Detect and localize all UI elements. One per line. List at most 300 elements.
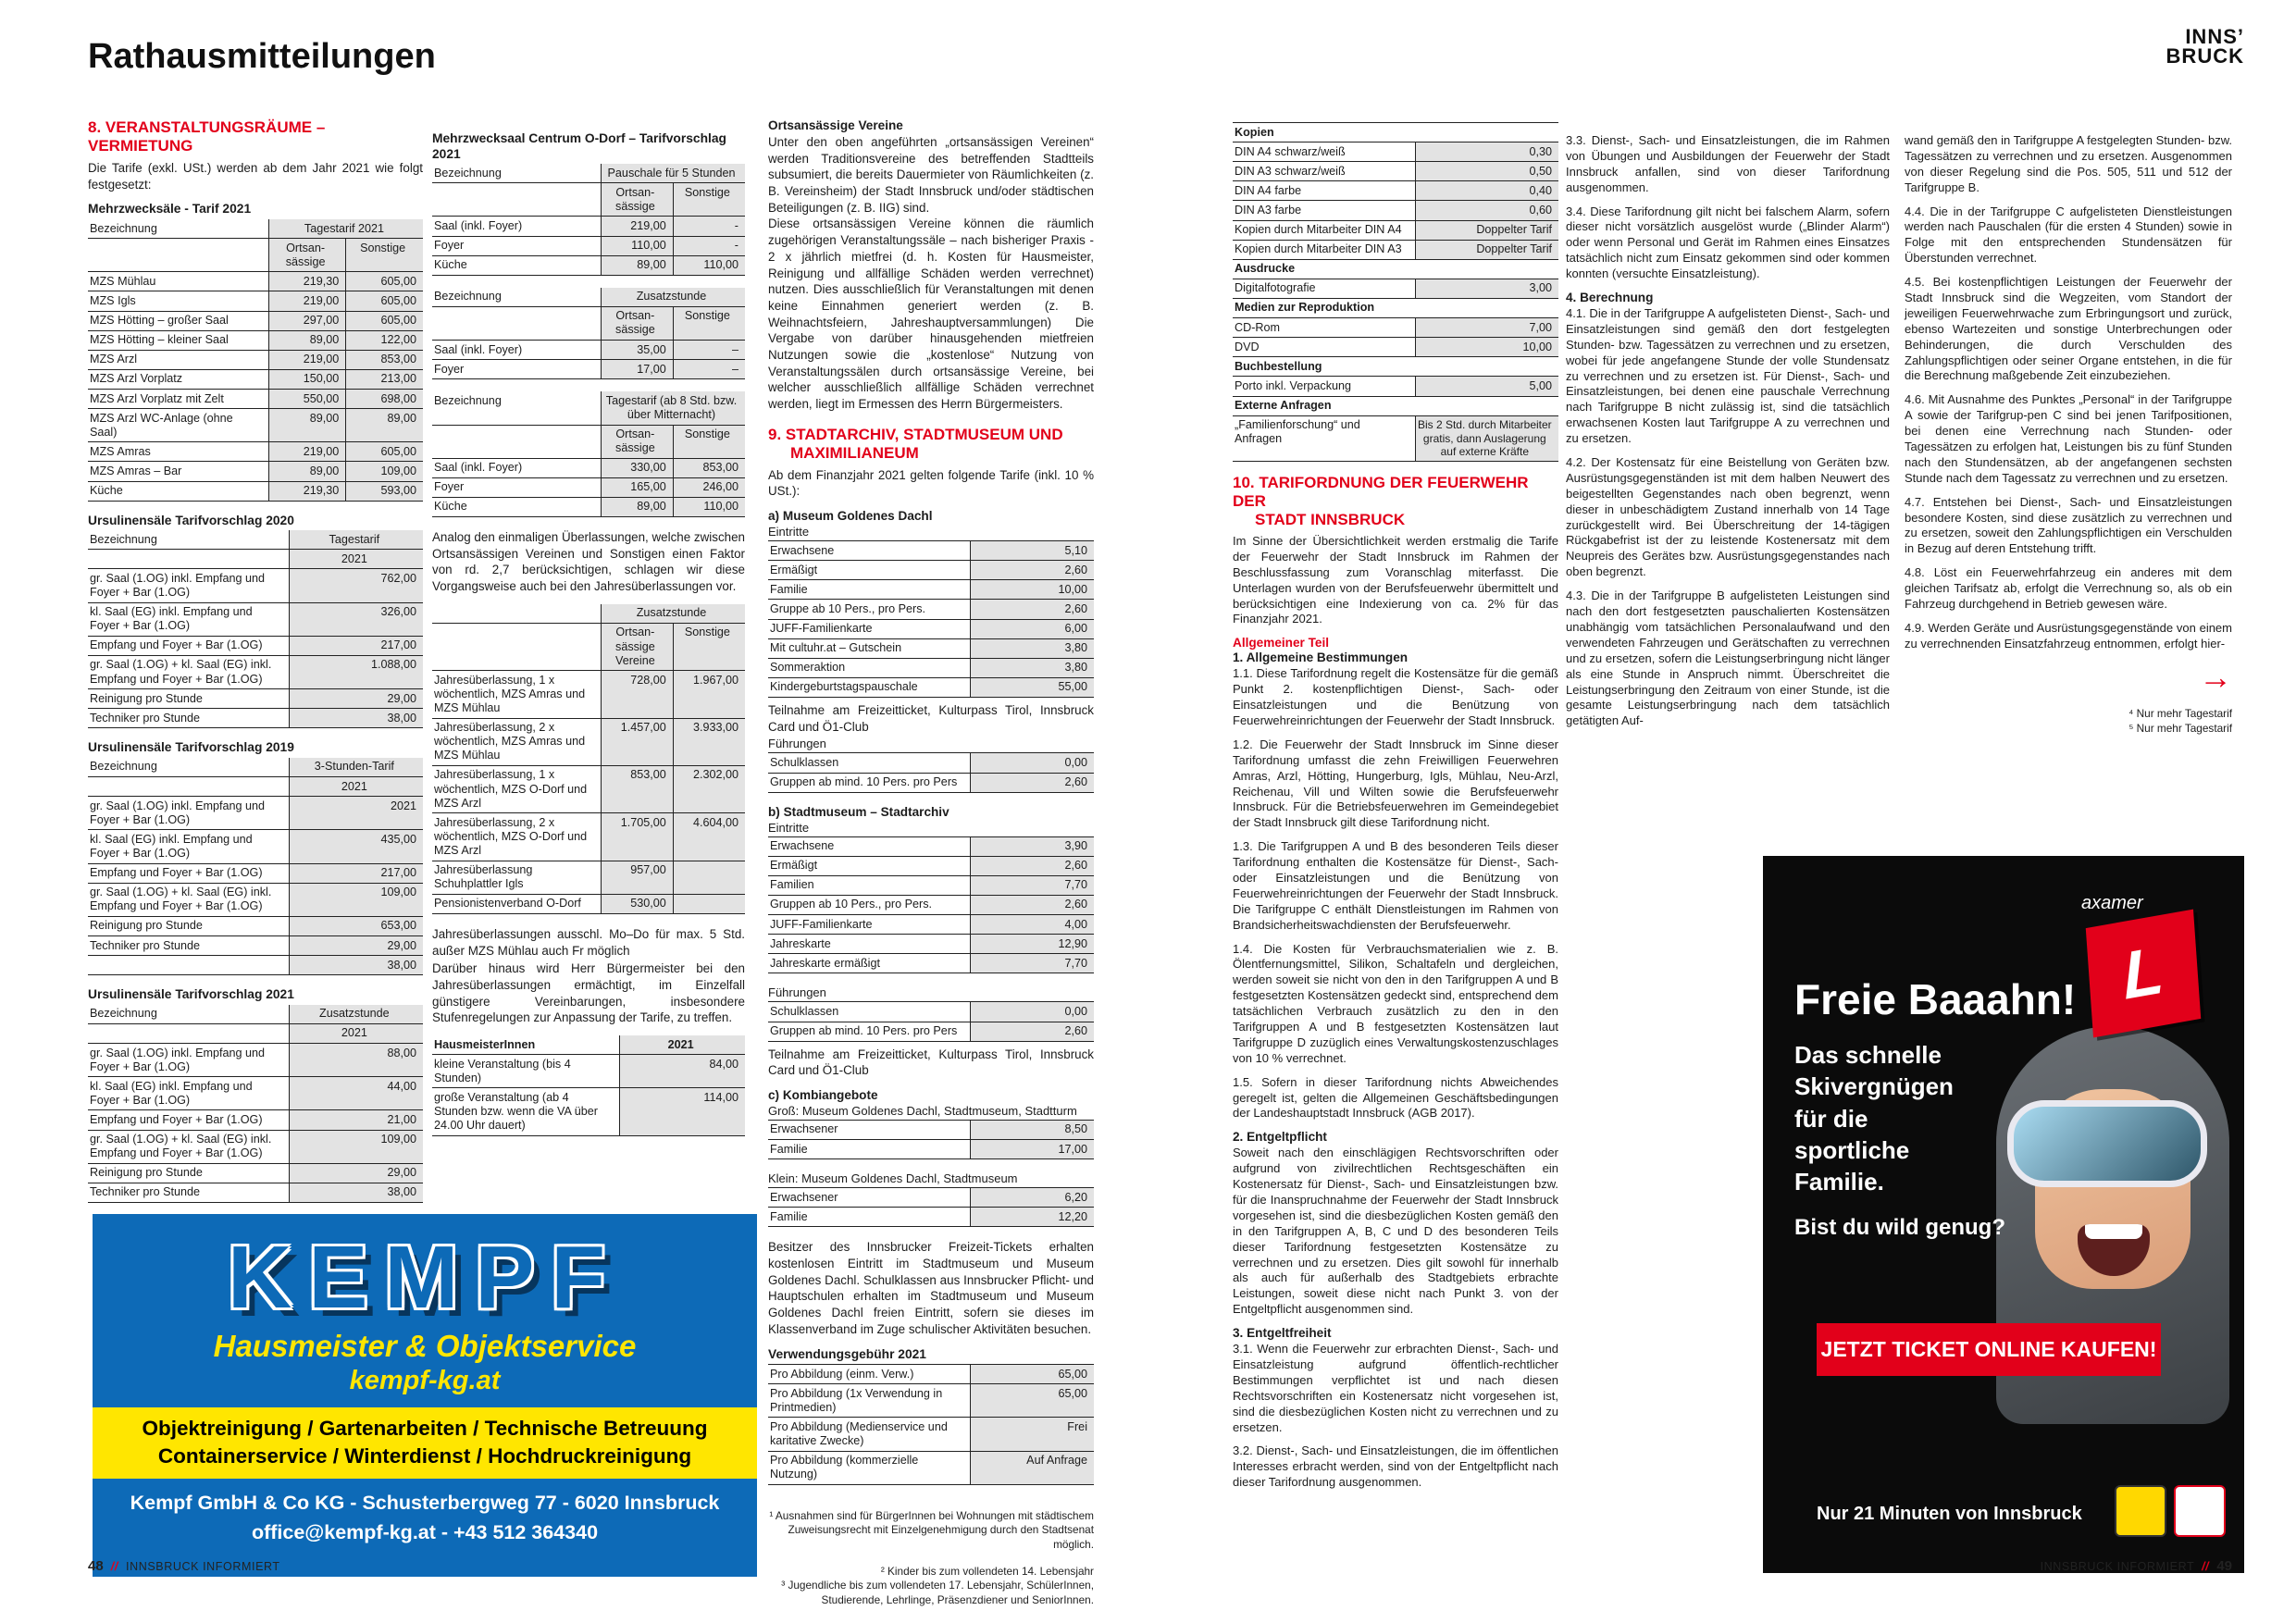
innsbruck-logo: [2166, 25, 2244, 68]
table-label-cell: Jahresüberlassung, 1 x wöchentlich, MZS O-Dorf und MZS Arzl: [432, 765, 602, 812]
table-row: [768, 600, 1094, 619]
table-label-cell: Reinigung pro Stunde: [88, 689, 289, 709]
kopien-table: [1233, 122, 1558, 462]
museum-b-fuehrungen-table: [768, 1001, 1094, 1041]
table-value-cell: 0,00: [970, 753, 1094, 773]
jahresueberlassung-table: [432, 604, 745, 914]
footnotes-4-5: [1905, 707, 2232, 737]
table-value-cell: 217,00: [289, 863, 423, 883]
table-label-cell: Techniker pro Stunde: [88, 1183, 289, 1202]
s10-h1: 1. Allgemeine Bestimmungen: [1233, 650, 1409, 665]
table-row: [432, 217, 745, 236]
s10-h4: 4. Berechnung: [1566, 291, 1654, 305]
table-row: [768, 1418, 1094, 1451]
table-value-cell: 297,00: [268, 311, 345, 330]
table-label-cell: DIN A4 farbe: [1233, 181, 1415, 201]
verwendung-table: [768, 1364, 1094, 1485]
s10-p32: 3.2. Dienst-, Sach- und Einsatzleistungen, die im öffentlichen Interesses erbracht werden, sind von der Entgeltpflicht nach dieser Tarifordnung ausgenommen.: [1233, 1443, 1558, 1490]
table-row: [88, 409, 423, 442]
table-row: [88, 689, 423, 709]
footer-right: [2041, 1558, 2232, 1574]
table-label-cell: Schulklassen: [768, 753, 970, 773]
table-value-cell: 0,40: [1415, 181, 1558, 201]
kempf-url: kempf-kg.at: [349, 1366, 501, 1395]
kempf-services: [93, 1407, 757, 1479]
odorf-title: Mehrzwecksaal Centrum O-Dorf – Tarifvorschlag 2021: [432, 131, 726, 161]
jahres-note-1: Jahresüberlassungen ausschl. Mo–Do für max. 5 Std. außer MZS Mühlau auch Fr möglich: [432, 926, 745, 958]
ski-question: Bist du wild genug?: [1794, 1215, 2005, 1240]
museum-b-title: b) Stadtmuseum – Stadtarchiv: [768, 804, 949, 819]
table-label-cell: Erwachsener: [768, 1188, 970, 1208]
table-value-cell: 3,90: [970, 836, 1094, 856]
table-value-cell: Doppelter Tarif: [1415, 240, 1558, 259]
s10-p15: 1.5. Sofern in dieser Tarifordnung nichts Abweichendes geregelt ist, gelten die Allgemeinen Geschäftsbedingungen der Landeshauptstadt Innsbruck (AGB 2017).: [1233, 1074, 1558, 1121]
table-value-cell: 1.967,00: [673, 671, 745, 718]
column-5: [1566, 133, 1890, 737]
table-row: [88, 1110, 423, 1130]
table-value-cell: 65,00: [970, 1384, 1094, 1418]
table-label-cell: große Veranstaltung (ab 4 Stunden bzw. wenn die VA über 24.00 Uhr dauert): [432, 1088, 620, 1135]
s10-p41: 4.1. Die in der Tarifgruppe A aufgelisteten Dienst-, Sach- und Einsatzleistungen sind gemäß den dort festgelegten Stunden- bzw. Tagessätzen zu verrechnen und zu ersetzen, wobei für jede angefangene Stunde der volle Stundensatz zu verrechnen und zu ersetzen ist. Für Dienst-, Sach- und Einsatzleistungen, bei denen eine pauschale Verrechnung nach Tarifgruppe B nicht zulässig ist, sind die tatsächlich erwachsenen Kosten laut Tarifgruppe A zu verrechnen und zu ersetzen.: [1566, 306, 1890, 446]
table-row: [88, 883, 423, 916]
urs2019-table: [88, 758, 423, 975]
table-row: [768, 580, 1094, 600]
table-value-cell: 89,00: [268, 409, 345, 442]
col-header: [432, 306, 602, 340]
col-header: Zusatzstunde: [289, 1005, 423, 1024]
table-value-cell: 109,00: [346, 462, 423, 481]
table-row: [88, 462, 423, 481]
table-value-cell: 728,00: [602, 671, 674, 718]
jahres-note-2: Darüber hinaus wird Herr Bürgermeister bei den Jahresüberlassungen ermächtigt, im Einzelfall günstigere Vereinbarungen, insbesondere Stufenregelungen zur Anpassung der Tarife, zu treffen.: [432, 961, 745, 1025]
table-value-cell: 110,00: [673, 497, 745, 516]
col-header: [88, 777, 289, 797]
table-row: [432, 813, 745, 861]
kempf-address: Kempf GmbH & Co KG - Schusterbergweg 77 - 6020 Innsbruck: [130, 1491, 720, 1514]
kempf-subtitle: Hausmeister & Objektservice: [213, 1329, 637, 1363]
section-9-title: 9. STADTARCHIV, STADTMUSEUM UND MAXIMILIANEUM: [768, 425, 1063, 462]
table-row: [88, 291, 423, 311]
table-label-cell: gr. Saal (1.OG) inkl. Empfang und Foyer + Bar (1.OG): [88, 797, 289, 830]
col-header: HausmeisterInnen: [434, 1037, 536, 1051]
s10-p34: 3.4. Diese Tarifordnung gilt nicht bei falschem Alarm, sofern dieser nicht vorsätzlich ausgelöst wurde („Blinder Alarm“) oder wenn Personal und Gerät im Rahmen eines Einsatzes tatsächlich nicht zum Einsatz gekommen sind oder kommen konnten (versuchte Einsatzleistung).: [1566, 204, 1890, 281]
table-section-cell: Ausdrucke: [1233, 259, 1558, 279]
s10-p12: 1.2. Die Feuerwehr der Stadt Innsbruck im Sinne dieser Tarifordnung umfasst die zehn Freiwilligen Feuerwehren Amras, Arzl, Hötting, Hungerburg, Igls, Mühlau, Neu-Arzl, Reichenau, Vill und Wilten sowie die Berufsfeuerwehr Innsbruck. Für die Betriebsfeuerwehren im Gemeindegebiet der Stadt Innsbruck gilt diese Tarifordnung nicht.: [1233, 737, 1558, 830]
table-row: [1233, 259, 1558, 279]
table-label-cell: Küche: [432, 497, 602, 516]
table-row: [432, 360, 745, 379]
page-number-left: 48: [88, 1558, 104, 1574]
table-label-cell: Empfang und Foyer + Bar (1.OG): [88, 863, 289, 883]
col-header: Bezeichnung: [90, 1007, 157, 1021]
teilnahme-note-a: Teilnahme am Freizeitticket, Kulturpass Tirol, Innsbruck Card und Ö1-Club: [768, 703, 1094, 734]
table-value-cell: 29,00: [289, 689, 423, 709]
table-row: [88, 1044, 423, 1077]
table-value-cell: 853,00: [346, 350, 423, 369]
column-2: [432, 118, 745, 1148]
kombi-title: c) Kombiangebote: [768, 1087, 878, 1102]
table-label-cell: Jahresüberlassung, 2 x wöchentlich, MZS O-Dorf und MZS Arzl: [432, 813, 602, 861]
table-value-cell: 89,00: [346, 409, 423, 442]
table-label-cell: „Familienforschung“ und Anfragen: [1233, 415, 1415, 461]
table-label-cell: Foyer: [432, 236, 602, 255]
table-value-cell: 110,00: [602, 236, 674, 255]
table-label-cell: Foyer: [432, 477, 602, 497]
table-value-cell: Frei: [970, 1418, 1094, 1451]
table-row: [88, 350, 423, 369]
table-label-cell: Kopien durch Mitarbeiter DIN A3: [1233, 240, 1415, 259]
table-value-cell: 853,00: [673, 458, 745, 477]
table-value-cell: 762,00: [289, 569, 423, 602]
s10-p49: 4.9. Werden Geräte und Ausrüstungsgegenstände von einem zu verrechnenden Einsatzfahrzeug entnommen, erfolgt hier-: [1905, 620, 2232, 650]
table-label-cell: Gruppe ab 10 Pers., pro Pers.: [768, 600, 970, 619]
footnote-3: ³ Jugendliche bis zum vollendeten 17. Lebensjahr, SchülerInnen, Studierende, Lehrlinge, Präsenzdiener und SeniorInnen.: [781, 1579, 1094, 1606]
s10-p42: 4.2. Der Kostensatz für eine Beistellung von Geräten bzw. Ausrüstungsgegenständen ist mit dem halben Neuwert des beigestellten Gegenstandes nach oben begrenzt, wenn dieser in unbeschädigtem Zustand innerhalb von 14 Tage zurückgestellt wird. Bei Überschreitung der 14-tägigen Rückgabefrist ist der zu leistende Kostenersatz mit dem Neupreis des Gerätes bzw. Ausrüstungsgegenstandes nach oben begrenzt.: [1566, 455, 1890, 579]
table-row: [768, 619, 1094, 638]
table-label-cell: Sommeraktion: [768, 658, 970, 677]
odorf-table-tagestarif: [432, 391, 745, 517]
kempf-logo: KEMPF: [228, 1228, 622, 1327]
allgemeiner-teil-heading: Allgemeiner Teil: [1233, 636, 1329, 650]
section-8-title: 8. VERANSTALTUNGSRÄUME – VERMIETUNG: [88, 118, 326, 155]
skier-photo: [1970, 1004, 2239, 1448]
table-row: [1233, 181, 1558, 201]
partner-logo: [2174, 1485, 2226, 1537]
table-value-cell: 38,00: [289, 709, 423, 728]
table-section-cell: Externe Anfragen: [1233, 396, 1558, 415]
table-value-cell: 246,00: [673, 477, 745, 497]
table-row: [88, 830, 423, 863]
table-label-cell: Kindergeburtstagspauschale: [768, 677, 970, 697]
col-header: [432, 604, 602, 624]
logo-line-2: BRUCK: [2166, 43, 2244, 68]
s10-p13: 1.3. Die Tarifgruppen A und B des besonderen Teils dieser Tarifordnung enthalten die Kostensätze für Dienst-, Sach- oder Einsatzleistungen und die Benützung von Feuerwehreinrichtungen der Feuerwehr der Stadt Innsbruck. Die Tarifgruppe C enthält Dienstleistungen im Rahmen von Brandsicherheitswachdiensten der Berufsfeuerwehr.: [1233, 839, 1558, 932]
table-label-cell: Familie: [768, 1140, 970, 1159]
table-value-cell: 7,00: [1415, 318, 1558, 338]
table-row: [768, 1365, 1094, 1384]
table-value-cell: 330,00: [602, 458, 674, 477]
table-label-cell: Gruppen ab 10 Pers., pro Pers.: [768, 895, 970, 914]
s10-h2: 2. Entgeltpflicht: [1233, 1130, 1327, 1145]
section-8-intro: Die Tarife (exkl. USt.) werden ab dem Jahr 2021 wie folgt festgesetzt:: [88, 161, 423, 192]
page-number-right: 49: [2216, 1558, 2232, 1574]
table-row: [1233, 298, 1558, 317]
axamer-lizum-advertisement: [1763, 856, 2244, 1573]
ski-bottom-line: Nur 21 Minuten von Innsbruck: [1817, 1504, 2082, 1524]
col-header: 2021: [620, 1035, 745, 1055]
col-header: Tagestarif (ab 8 Std. bzw. über Mitternacht): [602, 391, 745, 425]
table-label-cell: Techniker pro Stunde: [88, 936, 289, 956]
table-row: [88, 311, 423, 330]
table-value-cell: 88,00: [289, 1044, 423, 1077]
table-row: [768, 677, 1094, 697]
table-label-cell: [88, 956, 289, 975]
table-value-cell: 7,70: [970, 875, 1094, 895]
table-value-cell: 5,10: [970, 541, 1094, 561]
table-value-cell: 219,00: [268, 442, 345, 462]
table-label-cell: Techniker pro Stunde: [88, 709, 289, 728]
museum-a-title: a) Museum Goldenes Dachl: [768, 509, 933, 524]
fuehrungen-label: Führungen: [768, 985, 826, 1000]
table-label-cell: MZS Arzl Vorplatz: [88, 369, 268, 389]
table-value-cell: 1.457,00: [602, 718, 674, 765]
col-header: [88, 1023, 289, 1043]
table-row: [88, 956, 423, 975]
table-row: [1233, 279, 1558, 298]
urs2021-title: Ursulinensäle Tarifvorschlag 2021: [88, 987, 294, 1002]
col-header: Bezeichnung: [90, 760, 157, 774]
eintritte-label: Eintritte: [768, 525, 810, 539]
table-label-cell: kleine Veranstaltung (bis 4 Stunden): [432, 1055, 620, 1088]
table-row: [768, 836, 1094, 856]
col-header: Bezeichnung: [434, 290, 502, 304]
table-value-cell: 110,00: [673, 255, 745, 275]
table-row: [768, 915, 1094, 935]
table-row: [432, 718, 745, 765]
table-row: [432, 765, 745, 812]
table-label-cell: Gruppen ab mind. 10 Pers. pro Pers: [768, 1022, 970, 1041]
s10-p31: 3.1. Wenn die Feuerwehr zur erbrachten Dienst-, Sach- und Einsatzleistung aufgrund öffentlich-rechtlicher Bestimmungen verpflichtet ist und nach diesen Rechtsvorschriften ein Kostenersatz nicht vorgesehen ist, sind die diesbezüglichen Kosten nicht zu verrechnen und zu ersetzen.: [1233, 1342, 1558, 1434]
col-header: Zusatzstunde: [602, 288, 745, 307]
table-label-cell: kl. Saal (EG) inkl. Empfang und Foyer + Bar (1.OG): [88, 602, 289, 636]
table-value-cell: 219,00: [268, 350, 345, 369]
table-value-cell: 109,00: [289, 883, 423, 916]
factor-note: Analog den einmaligen Überlassungen, welche zwischen Ortsansässigen Vereinen und Sonstigen einen Faktor von rd. 2,7 berücksichtigen, schlagen wir diese Vorgangsweise auch bei den Jahresüberlassungen vor.: [432, 530, 745, 594]
table-value-cell: 12,20: [970, 1208, 1094, 1227]
col-header: Sonstige: [673, 183, 745, 217]
table-value-cell: 2,60: [970, 600, 1094, 619]
table-label-cell: Pro Abbildung (kommerzielle Nutzung): [768, 1451, 970, 1484]
table-label-cell: gr. Saal (1.OG) inkl. Empfang und Foyer + Bar (1.OG): [88, 569, 289, 602]
column-4: [1233, 118, 1558, 1499]
table-label-cell: JUFF-Familienkarte: [768, 619, 970, 638]
table-value-cell: 10,00: [1415, 338, 1558, 357]
table-label-cell: MZS Amras – Bar: [88, 462, 268, 481]
table-value-cell: 2,60: [970, 1022, 1094, 1041]
table-row: [88, 481, 423, 501]
table-value-cell: 114,00: [620, 1088, 745, 1135]
s10-p44cont: wand gemäß den in Tarifgruppe A festgelegten Stunden- bzw. Tagessätzen zu verrechnen und zu ersetzen. Ausgenommen von dieser Regelung sind die Pos. 505, 511 und 512 der Tarifgruppe B.: [1905, 133, 2232, 194]
table-label-cell: MZS Hötting – großer Saal: [88, 311, 268, 330]
table-value-cell: 17,00: [602, 360, 674, 379]
table-label-cell: Jahreskarte ermäßigt: [768, 954, 970, 973]
mzs-table: [88, 219, 423, 502]
table-row: [1233, 415, 1558, 461]
table-value-cell: 150,00: [268, 369, 345, 389]
table-row: [88, 1183, 423, 1202]
table-value-cell: 435,00: [289, 830, 423, 863]
table-value-cell: 0,00: [970, 1002, 1094, 1022]
table-label-cell: CD-Rom: [1233, 318, 1415, 338]
table-row: [88, 569, 423, 602]
table-row: [88, 602, 423, 636]
table-value-cell: 219,00: [268, 291, 345, 311]
table-value-cell: 3,80: [970, 658, 1094, 677]
urs2020-table: [88, 530, 423, 728]
table-label-cell: Erwachsener: [768, 1120, 970, 1139]
footer-separator: //: [110, 1560, 118, 1573]
table-value-cell: 957,00: [602, 861, 674, 894]
table-label-cell: gr. Saal (1.OG) + kl. Saal (EG) inkl. Empfang und Foyer + Bar (1.OG): [88, 883, 289, 916]
table-row: [1233, 162, 1558, 181]
footer-magazine-name: INNSBRUCK INFORMIERT: [2040, 1560, 2194, 1573]
table-label-cell: Saal (inkl. Foyer): [432, 458, 602, 477]
table-row: [432, 477, 745, 497]
table-value-cell: 29,00: [289, 1163, 423, 1183]
table-label-cell: Foyer: [432, 360, 602, 379]
table-label-cell: Ermäßigt: [768, 561, 970, 580]
table-row: [768, 935, 1094, 954]
footer-left: [88, 1558, 280, 1574]
table-label-cell: Empfang und Foyer + Bar (1.OG): [88, 1110, 289, 1130]
table-value-cell: 219,30: [268, 272, 345, 291]
table-label-cell: DIN A3 farbe: [1233, 201, 1415, 220]
table-row: [88, 936, 423, 956]
kombi-klein-label: Klein: Museum Goldenes Dachl, Stadtmuseum: [768, 1171, 1018, 1186]
table-value-cell: 605,00: [346, 272, 423, 291]
continue-arrow-icon: →: [2199, 657, 2232, 696]
table-row: [88, 655, 423, 688]
table-label-cell: MZS Arzl Vorplatz mit Zelt: [88, 390, 268, 409]
table-label-cell: Reinigung pro Stunde: [88, 1163, 289, 1183]
col-header: Pauschale für 5 Stunden: [602, 164, 745, 183]
col-header: Tagestarif 2021: [268, 219, 423, 239]
table-row: [432, 894, 745, 913]
logo-line-1: INNS’: [2185, 25, 2244, 48]
table-label-cell: Reinigung pro Stunde: [88, 916, 289, 935]
table-row: [88, 369, 423, 389]
table-value-cell: 109,00: [289, 1130, 423, 1163]
table-value-cell: 2,60: [970, 561, 1094, 580]
kempf-services-line-1: Objektreinigung / Gartenarbeiten / Technische Betreuung: [142, 1417, 708, 1440]
table-row: [768, 1188, 1094, 1208]
table-value-cell: 1.088,00: [289, 655, 423, 688]
table-value-cell: 2,60: [970, 856, 1094, 875]
table-value-cell: -: [673, 236, 745, 255]
kempf-advertisement: [93, 1214, 757, 1577]
table-row: [768, 638, 1094, 658]
s10-p44: 4.4. Die in der Tarifgruppe C aufgelisteten Dienstleistungen werden nach Pauschalen (für die ersten 4 Stunden) sowie in Folge mit den entsprechenden Stundensätzen für Überstunden verrechnet.: [1905, 204, 2232, 266]
table-value-cell: 2,60: [970, 773, 1094, 792]
kombi-klein-table: [768, 1187, 1094, 1227]
table-value-cell: 89,00: [602, 255, 674, 275]
s10-p45: 4.5. Bei kostenpflichtigen Leistungen der Feuerwehr der Stadt Innsbruck sind die Wegzeiten, vom Standort der jeweiligen Feuerwehrwache zum Erbringungsort und zurück, ebenso Wartezeiten und sonstige Unterbrechungen oder Behinderungen, die durch Verschulden des Zahlungspflichtigen oder seiner Organe entstehen, in die für die Berechnung maßgebende Zeit einzubeziehen.: [1905, 275, 2232, 383]
freizeit-note: Besitzer des Innsbrucker Freizeit-Tickets erhalten kostenlosen Eintritt im Stadtmuseum und Museum Goldenes Dachl. Schulklassen aus Innsbrucker Pflicht- und Hauptschulen erhalten im Stadtmuseum und Museum Goldenes Dachl freien Eintritt, sofern sie dieses im Klassenverband im Zuge schulischer Aktivitäten besuchen.: [768, 1240, 1094, 1336]
table-label-cell: Erwachsene: [768, 541, 970, 561]
table-row: [1233, 338, 1558, 357]
col-header: [88, 239, 268, 272]
table-value-cell: 219,00: [602, 217, 674, 236]
table-row: [432, 861, 745, 894]
col-header: Bezeichnung: [90, 221, 157, 235]
table-value-cell: 122,00: [346, 330, 423, 350]
col-header: Bezeichnung: [434, 166, 502, 180]
table-label-cell: gr. Saal (1.OG) inkl. Empfang und Foyer + Bar (1.OG): [88, 1044, 289, 1077]
table-value-cell: 4,00: [970, 915, 1094, 935]
table-section-cell: Medien zur Reproduktion: [1233, 298, 1558, 317]
table-value-cell: 89,00: [268, 462, 345, 481]
table-value-cell: 55,00: [970, 677, 1094, 697]
table-label-cell: Schulklassen: [768, 1002, 970, 1022]
table-label-cell: kl. Saal (EG) inkl. Empfang und Foyer + Bar (1.OG): [88, 830, 289, 863]
table-row: [1233, 123, 1558, 142]
table-row: [768, 541, 1094, 561]
column-1: [88, 118, 423, 1215]
table-value-cell: 29,00: [289, 936, 423, 956]
table-value-cell: 84,00: [620, 1055, 745, 1088]
table-label-cell: Jahresüberlassung, 2 x wöchentlich, MZS Amras und MZS Mühlau: [432, 718, 602, 765]
table-row: [1233, 201, 1558, 220]
ticket-cta-button[interactable]: JETZT TICKET ONLINE KAUFEN!: [1817, 1323, 2161, 1376]
table-row: [432, 671, 745, 718]
table-row: [768, 753, 1094, 773]
odorf-table-pauschale: [432, 164, 745, 276]
table-row: [88, 272, 423, 291]
section-9-intro: Ab dem Finanzjahr 2021 gelten folgende Tarife (inkl. 10 % USt.):: [768, 467, 1094, 499]
vereine-title: Ortsansässige Vereine: [768, 118, 903, 132]
table-value-cell: 5,00: [1415, 377, 1558, 396]
col-header: Sonstige: [673, 306, 745, 340]
table-value-cell: 0,60: [1415, 201, 1558, 220]
col-header: Sonstige: [673, 425, 745, 458]
table-value-cell: 3,00: [1415, 279, 1558, 298]
table-label-cell: MZS Hötting – kleiner Saal: [88, 330, 268, 350]
table-label-cell: Saal (inkl. Foyer): [432, 217, 602, 236]
table-value-cell: 4.604,00: [673, 813, 745, 861]
table-row: [88, 636, 423, 655]
table-row: [768, 895, 1094, 914]
table-value-cell: 12,90: [970, 935, 1094, 954]
urs2020-title: Ursulinensäle Tarifvorschlag 2020: [88, 513, 294, 527]
kempf-services-line-2: Containerservice / Winterdienst / Hochdruckreinigung: [157, 1444, 692, 1468]
col-header: Ortsan-sässige: [602, 306, 674, 340]
table-value-cell: 8,50: [970, 1120, 1094, 1139]
table-value-cell: 550,00: [268, 390, 345, 409]
table-label-cell: gr. Saal (1.OG) + kl. Saal (EG) inkl. Empfang und Foyer + Bar (1.OG): [88, 655, 289, 688]
table-row: [768, 1022, 1094, 1041]
table-label-cell: Ermäßigt: [768, 856, 970, 875]
table-row: [768, 856, 1094, 875]
table-row: [88, 330, 423, 350]
table-row: [768, 875, 1094, 895]
table-label-cell: Jahresüberlassung Schuhplattler Igls: [432, 861, 602, 894]
table-value-cell: 6,00: [970, 619, 1094, 638]
page-title: Rathausmitteilungen: [88, 37, 436, 76]
table-row: [1233, 318, 1558, 338]
table-value-cell: –: [673, 341, 745, 360]
table-row: [1233, 220, 1558, 240]
urs2021-table: [88, 1005, 423, 1203]
table-value-cell: 1.705,00: [602, 813, 674, 861]
table-value-cell: 2,60: [970, 895, 1094, 914]
table-row: [432, 1055, 745, 1088]
col-header: Tagestarif: [289, 530, 423, 550]
footnotes-block: [768, 1509, 1094, 1607]
table-row: [768, 1384, 1094, 1418]
table-label-cell: Pro Abbildung (1x Verwendung in Printmedien): [768, 1384, 970, 1418]
table-row: [1233, 142, 1558, 162]
s10-p47: 4.7. Entstehen bei Dienst-, Sach- und Einsatzleistungen besondere Kosten, sind diese zusätzlich zu verrechnen und zu ersetzen, soweit den Zahlungspflichtigen ein Verschulden in Bezug auf deren Entstehung trifft.: [1905, 494, 2232, 556]
table-label-cell: MZS Arzl: [88, 350, 268, 369]
table-row: [88, 1077, 423, 1110]
hausmeister-table: [432, 1035, 745, 1136]
table-label-cell: Porto inkl. Verpackung: [1233, 377, 1415, 396]
museum-a-fuehrungen-table: [768, 752, 1094, 792]
s10-intro: Im Sinne der Übersichtlichkeit werden erstmalig die Tarife der Feuerwehr der Stadt Innsbruck im Rahmen der Beschlussfassung zum Voranschlag miterfasst. Die Unterlagen wurden von der Berufsfeuerwehr übermittelt und berücksichtigen eine Indexierung von ca. 2% für das Finanzjahr 2021.: [1233, 533, 1558, 626]
table-row: [88, 863, 423, 883]
kombi-gross-label: Groß: Museum Goldenes Dachl, Stadtmuseum, Stadtturm: [768, 1103, 1077, 1118]
table-value-cell: 89,00: [268, 330, 345, 350]
